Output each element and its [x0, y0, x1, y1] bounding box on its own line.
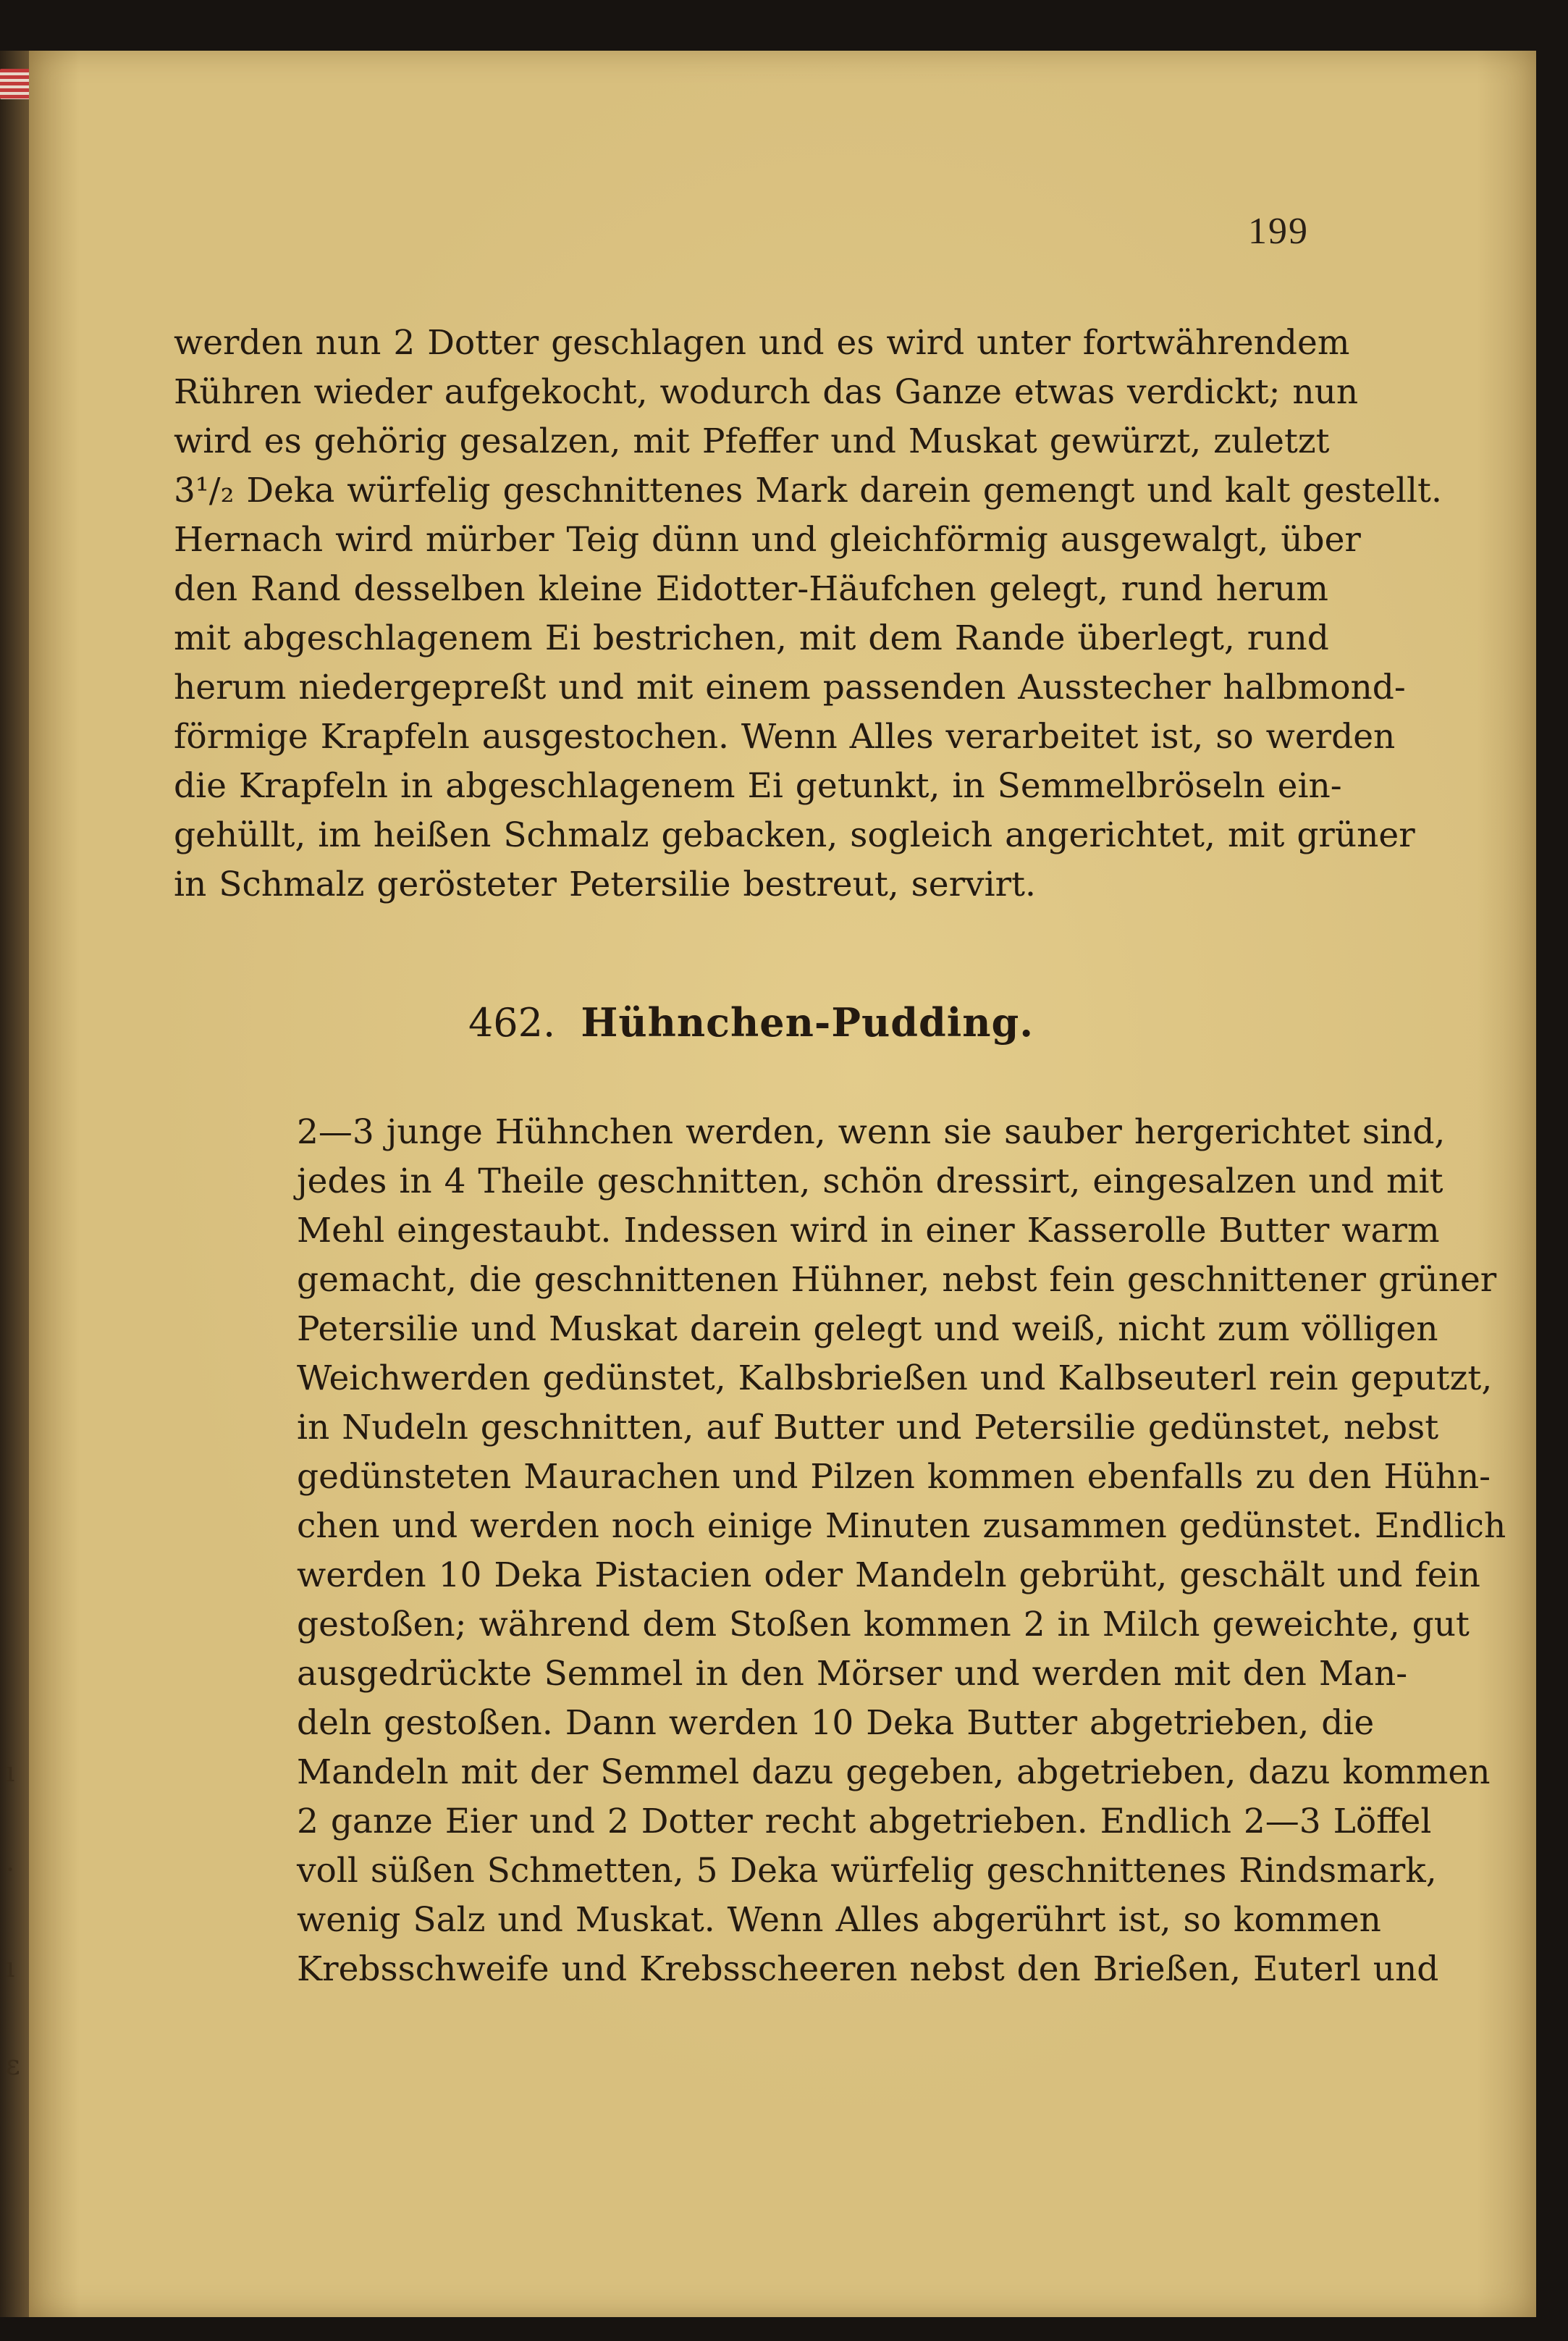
- text-line: den Rand desselben kleine Eidotter-Häufchen gelegt, rund herum: [174, 569, 1328, 609]
- facing-page-margin-marks: ı · ı ɛ: [6, 1756, 20, 2081]
- text-line: werden nun 2 Dotter geschlagen und es wird unter fortwährendem: [174, 323, 1350, 363]
- text-line: Petersilie und Muskat darein gelegt und weiß, nicht zum völligen: [297, 1309, 1438, 1349]
- text-line: mit abgeschlagenem Ei bestrichen, mit dem Rande überlegt, rund: [174, 618, 1329, 658]
- text-line: förmige Krapfeln ausgestochen. Wenn Alles verarbeitet ist, so werden: [174, 717, 1396, 757]
- paragraph-continuation: [174, 319, 1442, 909]
- text-line: jedes in 4 Theile geschnitten, schön dressirt, eingesalzen und mit: [297, 1161, 1443, 1201]
- text-line: 2 ganze Eier und 2 Dotter recht abgetrieben. Endlich 2—3 Löffel: [297, 1802, 1432, 1841]
- recipe-heading: [174, 999, 1328, 1046]
- text-line: werden 10 Deka Pistacien oder Mandeln gebrüht, geschält und fein: [297, 1555, 1480, 1595]
- text-line: 3¹/₂ Deka würfelig geschnittenes Mark darein gemengt und kalt gestellt.: [174, 471, 1442, 510]
- text-line: die Krapfeln in abgeschlagenem Ei getunkt, in Semmelbröseln ein-: [174, 766, 1342, 806]
- recipe-title: Hühnchen-Pudding.: [581, 999, 1034, 1046]
- text-line: Hernach wird mürber Teig dünn und gleichförmig ausgewalgt, über: [174, 520, 1361, 560]
- text-line: ausgedrückte Semmel in den Mörser und werden mit den Man-: [297, 1654, 1408, 1694]
- recipe-number: 462.: [468, 1000, 556, 1046]
- text-line: gestoßen; während dem Stoßen kommen 2 in Milch geweichte, gut: [297, 1605, 1470, 1644]
- text-line: voll süßen Schmetten, 5 Deka würfelig geschnittenes Rindsmark,: [297, 1851, 1437, 1891]
- text-line: gehüllt, im heißen Schmalz gebacken, sogleich angerichtet, mit grüner: [174, 815, 1415, 855]
- recipe-body: [174, 1108, 1506, 1994]
- text-line: in Nudeln geschnitten, auf Butter und Petersilie gedünstet, nebst: [297, 1408, 1439, 1447]
- text-line: Mandeln mit der Semmel dazu gegeben, abgetrieben, dazu kommen: [297, 1752, 1491, 1792]
- page-number: 199: [1248, 211, 1309, 252]
- text-line: wenig Salz und Muskat. Wenn Alles abgerührt ist, so kommen: [297, 1900, 1381, 1940]
- text-line: Krebsschweife und Krebsscheeren nebst den Brießen, Euterl und: [297, 1949, 1439, 1989]
- text-line: Weichwerden gedünstet, Kalbsbrießen und Kalbseuterl rein geputzt,: [297, 1358, 1493, 1398]
- text-line: herum niedergepreßt und mit einem passenden Ausstecher halbmond-: [174, 668, 1406, 707]
- text-line: chen und werden noch einige Minuten zusammen gedünstet. Endlich: [297, 1506, 1506, 1546]
- text-line: in Schmalz gerösteter Petersilie bestreut, servirt.: [174, 865, 1036, 904]
- text-line: Mehl eingestaubt. Indessen wird in einer Kasserolle Butter warm: [297, 1211, 1440, 1251]
- text-line: Rühren wieder aufgekocht, wodurch das Ganze etwas verdickt; nun: [174, 372, 1359, 412]
- text-line: 2—3 junge Hühnchen werden, wenn sie sauber hergerichtet sind,: [297, 1112, 1446, 1152]
- text-line: gemacht, die geschnittenen Hühner, nebst fein geschnittener grüner: [297, 1260, 1497, 1300]
- text-line: gedünsteten Maurachen und Pilzen kommen ebenfalls zu den Hühn-: [297, 1457, 1491, 1497]
- text-line: deln gestoßen. Dann werden 10 Deka Butter abgetrieben, die: [297, 1703, 1375, 1743]
- text-line: wird es gehörig gesalzen, mit Pfeffer und Muskat gewürzt, zuletzt: [174, 421, 1330, 461]
